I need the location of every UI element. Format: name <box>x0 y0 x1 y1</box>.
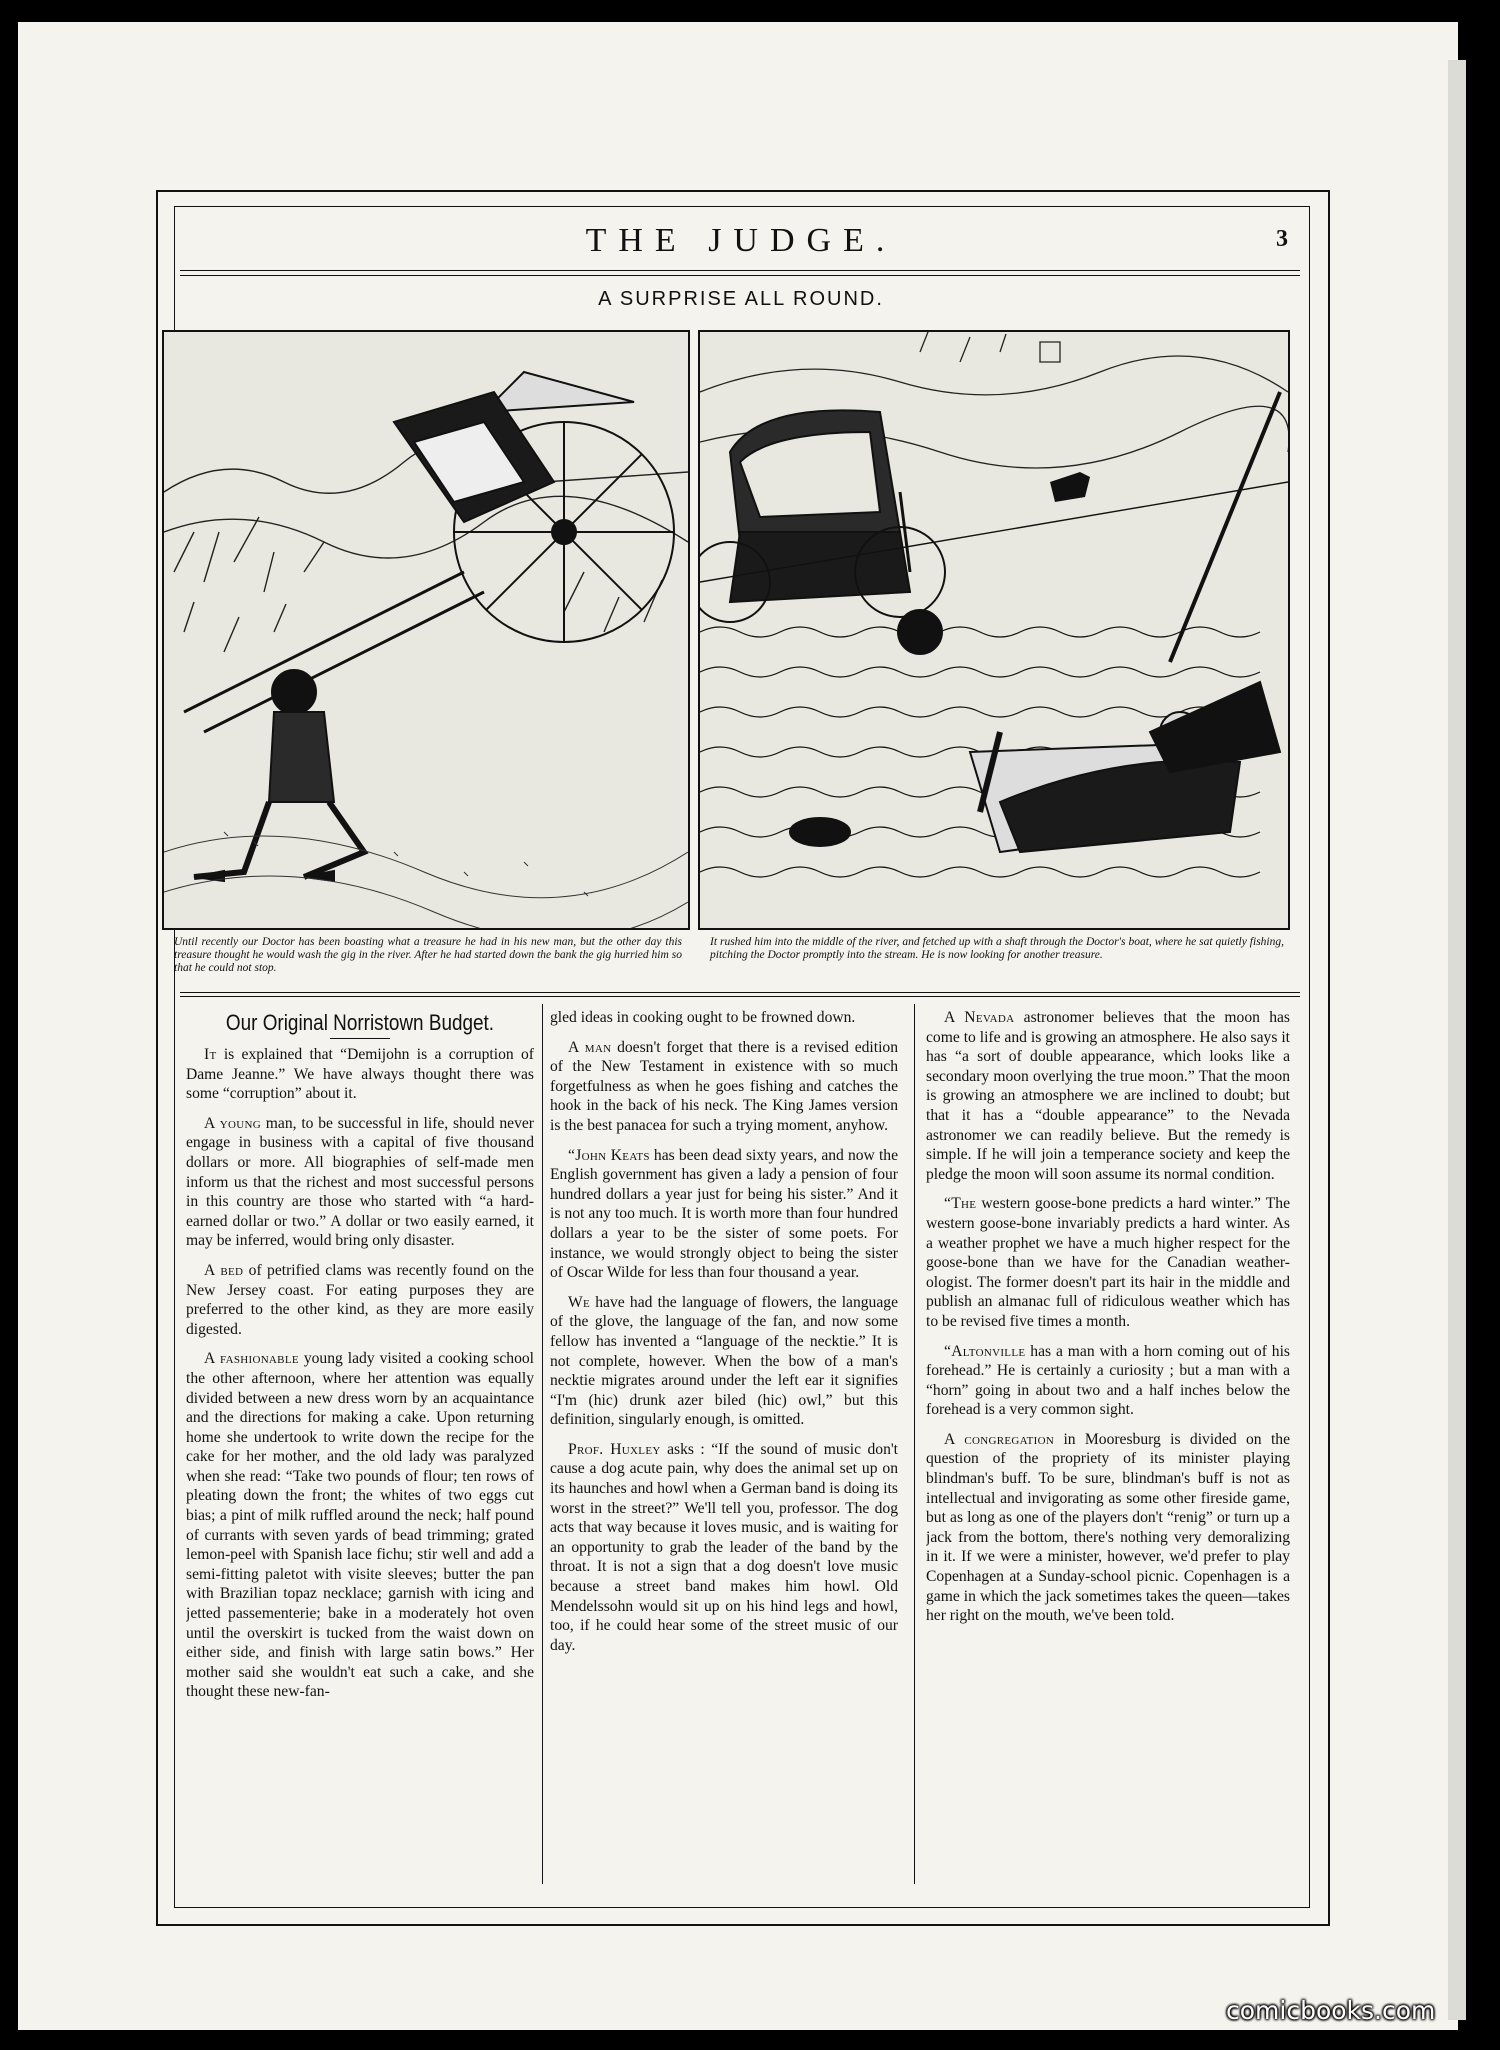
paragraph-lead: A bed <box>204 1261 244 1279</box>
caption-rule <box>180 992 1300 997</box>
paragraph-lead: A Nevada <box>944 1009 1015 1026</box>
paragraph-text: has a man with a horn coming out of his forehead.” He is certainly a curiosity ; but a man with a “horn” going in about two and a half inches below the forehead is a very common sight. <box>926 1342 1290 1419</box>
paragraph-text: young lady visited a cooking school the other afternoon, where her attention was equally divided between a new dress worn by an acquaintance and the directions for making a cake. Upon returning home she undertook to write down the recipe for the cake for her mother, and the old lady was paralyzed when she read: “Take two pounds of flour; ten rows of pleating down the front; the whites of two eggs cut bias; a pint of milk ruffled around the neck; half pound of currants with seven yards of bead trimming; grated lemon-peel with Spanish lace fichu; stir well and add a semi-fitting paletot with visite sleeves; butter the pan with Brazilian topaz necklace; garnish with icing and jetted passementerie; bake in a moderately hot oven until the overskirt is tucked from the waist down on either side, and finish with large satin bows.” Her mother said she wouldn't eat such a cake, and she thought these new-fan- <box>186 1350 534 1701</box>
article-column-2 <box>550 1008 898 1888</box>
paragraph <box>926 1430 1290 1626</box>
paragraph-lead: A fashionable <box>204 1350 299 1368</box>
paragraph-text: astronomer believes that the moon has come to life and is growing an atmosphere. He also says it has “a sort of double appearance, which looks like a secondary moon overlying the true moon.” That the moon is growing an atmosphere we are inclined to doubt; but that it has a “double appearance” to the Nevada astronomer we can readily believe. But the remedy is simple. If he will join a temperance society and keep the pledge the moon will soon assume its normal condition. <box>926 1009 1290 1183</box>
column-divider <box>914 1004 915 1884</box>
paragraph-text: man, to be successful in life, should never engage in business with a capital of five thousand dollars or more. All biographies of self-made men inform us that the richest and most successful persons in this country are those who started with “a hard-earned dollar or two.” A dollar or two easily earned, it may be inferred, would bring only disaster. <box>186 1114 534 1250</box>
site-watermark: comicbooks.com <box>1226 1996 1436 2025</box>
page-edge <box>1448 60 1466 2020</box>
masthead: THE JUDGE. <box>585 222 897 259</box>
paragraph-lead: “Altonville <box>944 1342 1026 1360</box>
article-column-3 <box>926 1008 1290 1888</box>
paragraph <box>550 1146 898 1283</box>
paragraph-lead: A young <box>204 1114 262 1132</box>
cartoon-caption-left: Until recently our Doctor has been boasting what a treasure he had in his new man, but the other day this treasure thought he would wash the gig in the river. After he had started down the bank the gig hurried him so that he could not stop. <box>174 936 682 974</box>
paragraph <box>186 1349 534 1702</box>
page-number: 3 <box>1276 226 1288 252</box>
masthead-rule <box>180 270 1300 276</box>
paragraph <box>550 1008 898 1028</box>
paragraph-text: is explained that “Demijohn is a corruption of Dame Jeanne.” We have always thought there was some “corruption” about it. <box>186 1046 534 1103</box>
paragraph-text: doesn't forget that there is a revised edition of the New Testament in existence with so much forgetfulness as when he goes fishing and catches the hook in the back of his neck. The King James version is the best panacea for such a trying moment, anyhow. <box>550 1038 898 1134</box>
paragraph-lead: A congregation <box>944 1430 1055 1448</box>
cartoon-caption-right: It rushed him into the middle of the river, and fetched up with a shaft through the Doctor's boat, where he sat quietly fishing, pitching the Doctor promptly into the stream. He is now looking for another treasure. <box>710 936 1284 961</box>
article-title: Our Original Norristown Budget. <box>225 1010 495 1035</box>
title-rule <box>330 1038 390 1039</box>
paragraph <box>926 1342 1290 1420</box>
column-divider <box>542 1004 543 1884</box>
article-column-1 <box>186 1008 534 1888</box>
paragraph-text: in Mooresburg is divided on the question of the propriety of its minister playing blindman's buff. To be sure, blindman's buff is not as intellectual and invigorating as some other fireside game, but as long as one of the players don't “renig” or turn up a jack from the bottom, there's nothing very demoralizing in it. If we were a minister, however, we'd prefer to play Copenhagen at a Sunday-school picnic. Copenhagen is a game in which the jack sometimes takes the queen—takes her right on the mouth, we've been told. <box>926 1430 1290 1625</box>
paragraph-text: gled ideas in cooking ought to be frowned down. <box>550 1009 856 1026</box>
paragraph <box>186 1114 534 1251</box>
paragraph-lead: “The <box>944 1195 977 1213</box>
gig-runaway-illustration <box>164 332 688 928</box>
paragraph <box>550 1440 898 1656</box>
paragraph <box>186 1261 534 1339</box>
paragraph-text: have had the language of flowers, the language of the glove, the language of the fan, and now some fellow has invented a “language of the necktie.” It is not complete, however. When the bow of a man's necktie migrates around under the left ear it signifies “I'm (hic) drunk azer biled (hic) owl,” but this definition, singularly enough, is omitted. <box>550 1293 898 1429</box>
paragraph-lead: Prof. Huxley <box>568 1440 661 1458</box>
paragraph-lead: We <box>568 1293 591 1311</box>
paragraph <box>926 1194 1290 1331</box>
paragraph <box>186 1045 534 1104</box>
paragraph <box>926 1008 1290 1184</box>
paragraph-text: asks : “If the sound of music don't cause a dog acute pain, why does the animal set up on its haunches and howl when a German band is doing its worst in the street?” We'll tell you, professor. The dog acts that way because it loves music, and is waiting for an opportunity to grab the leader of the band by the throat. It is not a sign that a dog doesn't love music because a street band makes him howl. Old Mendelssohn would sit up on his hind legs and howl, too, if he could hear some of the street music of our day. <box>550 1440 898 1654</box>
cartoon-panel-right <box>698 330 1290 930</box>
paragraph-lead: It <box>204 1046 217 1063</box>
paragraph-lead: “John Keats <box>568 1146 650 1164</box>
paragraph-lead: A man <box>568 1038 612 1056</box>
paragraph-text: western goose-bone predicts a hard winter.” The western goose-bone invariably predicts a hard winter. As a weather prophet we have a much higher respect for the goose-bone than we have for the Canadian weather-ologist. The former doesn't part its hair in the middle and publish an almanac full of ridiculous weather which has to be revised five times a month. <box>926 1195 1290 1330</box>
cartoon-panel-left <box>162 330 690 930</box>
paragraph-text: has been dead sixty years, and now the English government has given a lady a pension of four hundred dollars a year just for being his sister.” And it is not any too much. It is worth more than four hundred dollars a year to be the sister of some poets. For instance, we would strongly object to being the sister of Oscar Wilde for less than four thousand a year. <box>550 1146 898 1282</box>
river-splash-illustration <box>700 332 1288 928</box>
paragraph <box>550 1038 898 1136</box>
cartoon-title: A SURPRISE ALL ROUND. <box>598 288 884 310</box>
paragraph-text: of petrified clams was recently found on the New Jersey coast. For eating purposes they are preferred to the other kind, as they are more easily digested. <box>186 1261 534 1338</box>
paragraph <box>550 1293 898 1430</box>
